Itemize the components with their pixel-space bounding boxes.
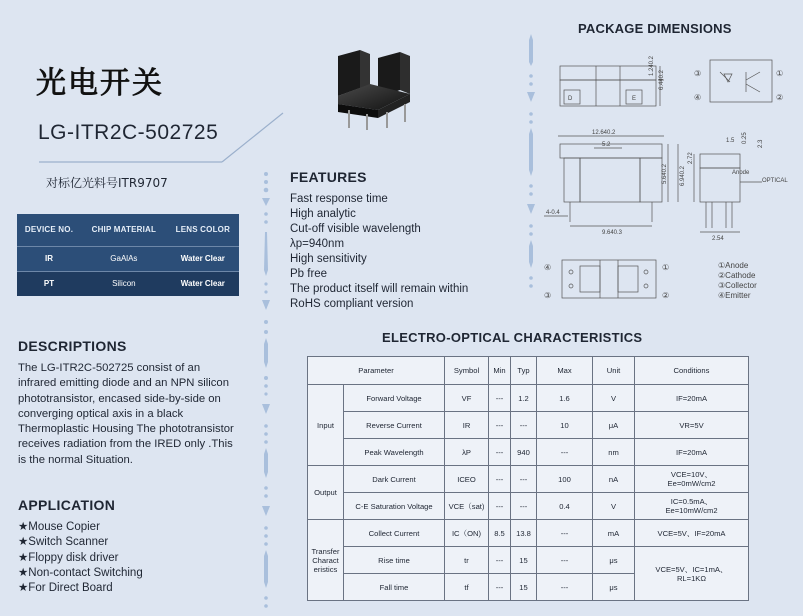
pin-legend-item: ②Cathode — [718, 271, 756, 280]
package-heading: PACKAGE DIMENSIONS — [578, 21, 732, 36]
device-table-header: CHIP MATERIAL — [81, 214, 167, 246]
eo-cond: VR=5V — [635, 412, 749, 439]
list-item: ★Mouse Copier — [18, 521, 100, 533]
product-photo — [330, 48, 418, 132]
pkg-label-d: D — [568, 96, 573, 102]
eo-header: Unit — [593, 357, 635, 385]
table-row — [308, 412, 749, 439]
decorative-spine-right — [523, 0, 539, 320]
eo-cond: VCE=5V、IF=20mA — [635, 520, 749, 547]
pin-legend-item: ④Emitter — [718, 291, 751, 300]
pin-mark: ② — [662, 291, 670, 300]
eo-typ: --- — [511, 412, 537, 439]
dim-label: 5.2 — [602, 142, 611, 148]
eo-param: Rise time — [344, 547, 445, 574]
description-line: receives radiation from the IRED only .This — [18, 438, 233, 451]
table-row — [17, 271, 239, 296]
list-item: λp=940nm — [290, 238, 345, 250]
dim-label: 4-0.4 — [546, 210, 560, 216]
application-list — [18, 520, 143, 596]
eo-cond-line: IC=0.5mA、 — [670, 497, 713, 506]
list-item: High analytic — [290, 208, 356, 220]
table-row — [308, 466, 749, 493]
dim-label: 2.3 — [758, 139, 764, 148]
eo-typ: 13.8 — [511, 520, 537, 547]
eo-max: --- — [537, 574, 593, 601]
eo-group-input: Input — [308, 385, 344, 466]
list-item: ★Non-contact Switching — [18, 566, 143, 579]
list-item: RoHS compliant version — [290, 298, 414, 310]
eo-param: Dark Current — [344, 466, 445, 493]
eo-cond-line: Ee=10mW/cm2 — [665, 506, 718, 515]
eo-max: --- — [537, 520, 593, 547]
eo-group-line: eristics — [313, 564, 338, 574]
eo-unit: nA — [593, 466, 635, 493]
eo-min: --- — [489, 439, 511, 466]
eo-max: 10 — [537, 412, 593, 439]
table-row — [17, 246, 239, 271]
eo-unit: μA — [593, 412, 635, 439]
list-item: ★Floppy disk driver — [18, 551, 119, 564]
pin-mark: ③ — [544, 291, 552, 300]
eo-max: --- — [537, 547, 593, 574]
device-no: IR — [17, 246, 81, 271]
dim-label: 2.72 — [688, 152, 694, 164]
eo-typ: --- — [511, 466, 537, 493]
table-row — [308, 439, 749, 466]
pin-legend-item: ①Anode — [718, 261, 749, 270]
eo-cond — [635, 547, 749, 601]
eo-typ: 15 — [511, 574, 537, 601]
eo-symbol: VF — [445, 385, 489, 412]
eo-cond: IF=20mA — [635, 439, 749, 466]
eo-symbol: IR — [445, 412, 489, 439]
dim-label: 12.640.2 — [592, 130, 616, 136]
eo-max: 0.4 — [537, 493, 593, 520]
eo-group-transfer — [308, 520, 344, 601]
eo-header: Typ — [511, 357, 537, 385]
eo-unit: nm — [593, 439, 635, 466]
eo-group-line: Charact — [312, 555, 339, 565]
descriptions-heading: DESCRIPTIONS — [18, 338, 127, 354]
table-row — [308, 520, 749, 547]
description-line: converging optical axis in a black — [18, 407, 184, 420]
features-list — [290, 192, 468, 312]
pin-mark: ③ — [694, 69, 702, 78]
list-item: The product itself will remain within — [290, 283, 469, 295]
eo-group-output: Output — [308, 466, 344, 520]
eo-cond-line: Ee=0mW/cm2 — [667, 479, 716, 488]
dim-label: 0.25 — [742, 132, 748, 144]
eo-symbol: ICEO — [445, 466, 489, 493]
list-item: High sensitivity — [290, 253, 367, 265]
eo-min: 8.5 — [489, 520, 511, 547]
eo-typ: --- — [511, 493, 537, 520]
eo-cond-line: VCE=10V、 — [670, 470, 713, 479]
description-line: infrared emitting diode and an NPN silicon — [18, 377, 229, 390]
eo-header: Max — [537, 357, 593, 385]
device-table-header: LENS COLOR — [167, 214, 239, 246]
eo-min: --- — [489, 385, 511, 412]
eo-symbol: tr — [445, 547, 489, 574]
pkg-label-e: E — [632, 96, 637, 102]
page-title: 光电开关 — [36, 66, 164, 101]
optical-label: OPTICAL — [762, 178, 788, 184]
dim-label: 6.440.2 — [659, 69, 665, 90]
list-item: ★Switch Scanner — [18, 536, 109, 549]
eo-min: --- — [489, 547, 511, 574]
lens-color: Water Clear — [167, 271, 239, 296]
eo-cond-line: RL=1KΩ — [676, 573, 707, 583]
description-line: is the normal Situation. — [18, 453, 133, 466]
eo-unit: mA — [593, 520, 635, 547]
table-row — [308, 493, 749, 520]
pin-legend-item: ③Collector — [718, 281, 757, 290]
equivalent-part-note: 对标亿光料号ITR9707 — [46, 176, 168, 190]
list-item: Cut-off visible wavelength — [290, 223, 421, 235]
eo-cond: IF=20mA — [635, 385, 749, 412]
anode-label: Anode — [732, 170, 750, 176]
eo-header: Min — [489, 357, 511, 385]
eo-symbol: IC（ON) — [445, 520, 489, 547]
pin-mark: ① — [662, 263, 670, 272]
eo-typ: 1.2 — [511, 385, 537, 412]
decorative-spine-left — [258, 172, 274, 616]
eo-header: Conditions — [635, 357, 749, 385]
eo-min: --- — [489, 574, 511, 601]
eo-cond — [635, 466, 749, 493]
pin-mark: ④ — [544, 263, 552, 272]
eo-group-line: Transfer — [311, 546, 340, 556]
device-no: PT — [17, 271, 81, 296]
eo-header: Symbol — [445, 357, 489, 385]
package-drawing — [540, 52, 800, 312]
device-table-header: DEVICE NO. — [17, 214, 81, 246]
dim-label: 9.640.3 — [602, 230, 623, 236]
eo-unit: μs — [593, 547, 635, 574]
dim-label: 1.240.2 — [649, 55, 655, 76]
device-table — [17, 214, 239, 296]
lens-color: Water Clear — [167, 246, 239, 271]
eo-symbol: λP — [445, 439, 489, 466]
eo-unit: V — [593, 385, 635, 412]
eo-param: Collect Current — [344, 520, 445, 547]
pin-mark: ④ — [694, 93, 702, 102]
dim-label: 2.54 — [712, 236, 724, 242]
eo-symbol: tf — [445, 574, 489, 601]
eo-min: --- — [489, 412, 511, 439]
model-number: LG-ITR2C-502725 — [38, 121, 219, 144]
eo-unit: μs — [593, 574, 635, 601]
eo-header: Parameter — [308, 357, 445, 385]
descriptions-text — [18, 361, 250, 468]
description-line: phototransistor, encased side-by-side on — [18, 392, 221, 405]
list-item: Pb free — [290, 268, 328, 280]
eo-symbol: VCE（sat) — [445, 493, 489, 520]
eo-min: --- — [489, 466, 511, 493]
chip-material: GaAlAs — [81, 246, 167, 271]
application-heading: APPLICATION — [18, 497, 116, 513]
eo-characteristics-table — [307, 356, 749, 601]
list-item: ★For Direct Board — [18, 582, 113, 595]
chip-material: Silicon — [81, 271, 167, 296]
pin-mark: ② — [776, 93, 784, 102]
eo-cond — [635, 493, 749, 520]
description-line: Thermoplastic Housing The phototransistor — [18, 423, 234, 436]
eo-param: Peak Wavelength — [344, 439, 445, 466]
pin-mark: ① — [776, 69, 784, 78]
eo-param: C-E Saturation Voltage — [344, 493, 445, 520]
eo-typ: 940 — [511, 439, 537, 466]
eo-max: 100 — [537, 466, 593, 493]
table-row — [308, 385, 749, 412]
features-heading: FEATURES — [290, 169, 367, 185]
eo-unit: V — [593, 493, 635, 520]
description-line: The LG-ITR2C-502725 consist of an — [18, 362, 201, 374]
eo-param: Reverse Current — [344, 412, 445, 439]
eo-max: 1.6 — [537, 385, 593, 412]
table-row — [308, 547, 749, 574]
dim-label: 1.5 — [726, 138, 735, 144]
list-item: Fast response time — [290, 193, 388, 205]
eo-param: Forward Voltage — [344, 385, 445, 412]
eo-cond-line: VCE=5V、IC=1mA、 — [655, 564, 728, 574]
dim-label: 5.640.2 — [662, 163, 668, 184]
eo-param: Fall time — [344, 574, 445, 601]
eo-heading: ELECTRO-OPTICAL CHARACTERISTICS — [382, 330, 643, 345]
eo-typ: 15 — [511, 547, 537, 574]
dim-label: 6.940.2 — [680, 165, 686, 186]
eo-max: --- — [537, 439, 593, 466]
eo-min: --- — [489, 493, 511, 520]
